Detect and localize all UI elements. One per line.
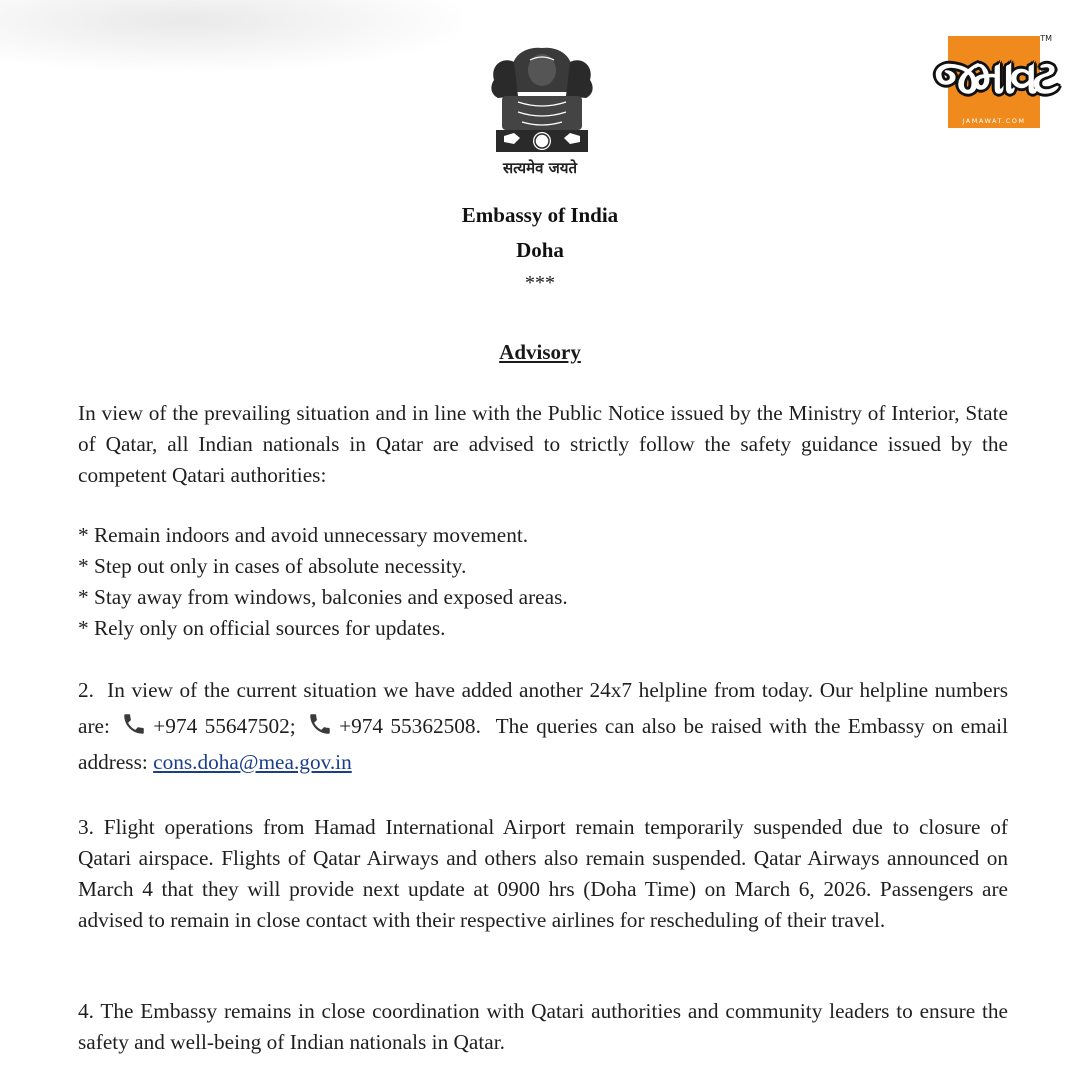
embassy-email-link[interactable]: cons.doha@mea.gov.in bbox=[153, 750, 352, 774]
helpline-tail: The queries can also be raised with the Embassy on email address: bbox=[78, 714, 1008, 774]
jamawat-watermark-logo bbox=[934, 34, 1054, 128]
national-motto: सत्यमेव जयते bbox=[502, 159, 578, 177]
brand-site: JAMAWAT.COM bbox=[962, 117, 1026, 125]
paper-shadow bbox=[0, 0, 460, 70]
intro-paragraph: In view of the prevailing situation and in line with the Public Notice issued by the Ministry of Interior, State of Qatar, all Indian nationals in Qatar are advised to strictly follow the safety guidance issued by the competent Qatari authorities: bbox=[78, 401, 1008, 487]
guidance-item: * Step out only in cases of absolute necessity. bbox=[78, 554, 467, 578]
helpline-number-2[interactable]: +974 55362508. bbox=[339, 714, 481, 738]
phone-icon bbox=[119, 711, 149, 737]
guidance-list bbox=[78, 520, 1008, 644]
guidance-item: * Rely only on official sources for updates. bbox=[78, 616, 446, 640]
trademark-symbol: TM bbox=[1040, 34, 1052, 43]
helpline-lead: 2. In view of the current situation we have added another 24x7 helpline from today. Our helpline numbers are: bbox=[78, 678, 1008, 738]
header-separator: *** bbox=[525, 272, 555, 294]
guidance-item: * Remain indoors and avoid unnecessary movement. bbox=[78, 523, 529, 547]
helpline-paragraph bbox=[78, 672, 1008, 780]
advisory-title: Advisory bbox=[499, 340, 581, 364]
brand-mark: જમાવટ bbox=[934, 50, 1054, 104]
flight-paragraph: 3. Flight operations from Hamad International Airport remain temporarily suspended due to closure of Qatari airspace. Flights of Qatar Airways and others also remain suspended. Qatar Airways announced on March 4 that they will provide next update at 0900 hrs (Doha Time) on March 6, 2026. Passengers are advised to remain in close contact with their respective airlines for rescheduling of their travel. bbox=[78, 815, 1008, 932]
embassy-name: Embassy of India bbox=[461, 203, 619, 227]
guidance-item: * Stay away from windows, balconies and exposed areas. bbox=[78, 585, 568, 609]
helpline-number-1[interactable]: +974 55647502; bbox=[153, 714, 296, 738]
phone-icon bbox=[305, 711, 335, 737]
embassy-city: Doha bbox=[516, 238, 564, 262]
coordination-paragraph: 4. The Embassy remains in close coordination with Qatari authorities and community leaders to ensure the safety and well-being of Indian nationals in Qatar. bbox=[78, 999, 1008, 1054]
